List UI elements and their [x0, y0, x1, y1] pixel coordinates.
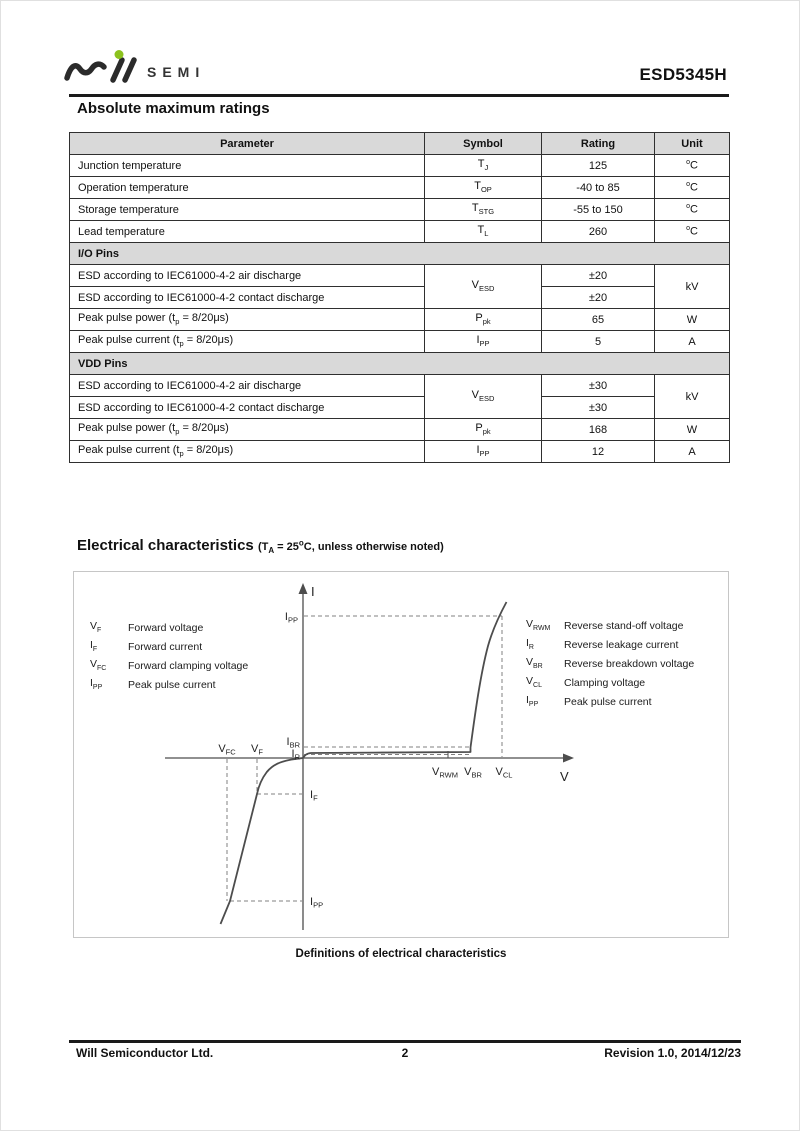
table-row [70, 199, 730, 221]
elec-title [77, 537, 444, 555]
table-cell: $^o$C [655, 177, 730, 199]
table-cell: W [655, 419, 730, 441]
table-cell: 125 [542, 155, 655, 177]
table-cell: A [655, 331, 730, 353]
legend-item: $V_{FC}$ Forward clamping voltage [90, 658, 249, 673]
table-cell: Peak pulse power $(t_p = 8/20\mu s)$ [70, 419, 425, 441]
ipp-bottom-label: $I_{PP}$ [310, 896, 324, 910]
footer-page-number: 2 [401, 1046, 409, 1060]
table-row [70, 265, 730, 287]
table-cell: Lead temperature [70, 221, 425, 243]
table-cell: $T_{STG}$ [425, 199, 542, 221]
column-header: Symbol [425, 133, 542, 155]
table-header-row [70, 133, 730, 155]
table-cell: kV [655, 265, 730, 309]
table-row [70, 309, 730, 331]
v-axis-arrow-icon [563, 754, 574, 763]
table-cell: $V_{ESD}$ [425, 375, 542, 419]
legend-item: $V_F$ Forward voltage [90, 620, 204, 635]
table-row [70, 441, 730, 463]
table-row [70, 155, 730, 177]
vf-label: $V_F$ [251, 743, 263, 757]
table-cell: $P_{pk}$ [425, 419, 542, 441]
table-cell: 65 [542, 309, 655, 331]
table-cell: $T_{OP}$ [425, 177, 542, 199]
legend-item: $V_{CL}$ Clamping voltage [526, 675, 646, 690]
table-row [70, 375, 730, 397]
ipp-top-label: $I_{PP}$ [284, 611, 298, 625]
logo-brand-text: SEMI [147, 64, 206, 80]
ibr-label: $I_{BR}$ [286, 736, 300, 750]
section-header-cell: VDD Pins [70, 353, 730, 375]
table-row [70, 287, 730, 309]
table-header [70, 133, 730, 155]
table-cell: W [655, 309, 730, 331]
table-cell: 168 [542, 419, 655, 441]
legend-reverse [526, 616, 694, 711]
table-row [70, 419, 730, 441]
table-cell: -40 to 85 [542, 177, 655, 199]
legend-item: $I_{PP}$ Peak pulse current [526, 694, 652, 709]
elec-title-text: Electrical characteristics [77, 537, 254, 554]
i-axis-label: I [311, 584, 315, 599]
table-cell: Peak pulse power $(t_p = 8/20\mu s)$ [70, 309, 425, 331]
table-cell: $P_{pk}$ [425, 309, 542, 331]
table-cell: ±30 [542, 375, 655, 397]
table-cell: $^o$C [655, 199, 730, 221]
section-header-cell: I/O Pins [70, 243, 730, 265]
table-row [70, 397, 730, 419]
table-cell: -55 to 150 [542, 199, 655, 221]
table-cell: 5 [542, 331, 655, 353]
figure-caption: Definitions of electrical characteristics [295, 948, 507, 960]
table-row [70, 243, 730, 265]
table-cell: Operation temperature [70, 177, 425, 199]
table-cell: $^o$C [655, 155, 730, 177]
table-body [70, 155, 730, 463]
column-header: Parameter [70, 133, 425, 155]
footer-rule [69, 1040, 741, 1043]
elec-condition: ($T_A = 25^oC$, unless otherwise noted) [257, 538, 444, 556]
table-cell: ESD according to IEC61000-4-2 contact discharge [70, 287, 425, 309]
ir-label: $I_R$ [291, 748, 300, 762]
table-cell: ±20 [542, 287, 655, 309]
table-cell: $V_{ESD}$ [425, 265, 542, 309]
table-cell: Peak pulse current $(t_p = 8/20\mu s)$ [70, 331, 425, 353]
logo-green-dot-icon [115, 50, 124, 59]
table-row [70, 221, 730, 243]
table-cell: ±30 [542, 397, 655, 419]
abs-max-table [69, 132, 730, 463]
footer-revision: Revision 1.0, 2014/12/23 [604, 1046, 741, 1060]
iv-curve [221, 602, 507, 924]
table-cell: $T_J$ [425, 155, 542, 177]
table-row [70, 331, 730, 353]
column-header: Unit [655, 133, 730, 155]
column-header: Rating [542, 133, 655, 155]
table-cell: $^o$C [655, 221, 730, 243]
legend-item: $I_{PP}$ Peak pulse current [90, 677, 216, 692]
legend-item: $V_{RWM}$ Reverse stand-off voltage [526, 618, 684, 633]
table-cell: Junction temperature [70, 155, 425, 177]
table-cell: $T_L$ [425, 221, 542, 243]
table-cell: 12 [542, 441, 655, 463]
table-cell: 260 [542, 221, 655, 243]
header-rule [69, 94, 729, 97]
will-semi-logo [61, 49, 291, 91]
legend-forward [90, 618, 248, 694]
table-cell: $I_{PP}$ [425, 331, 542, 353]
table-cell: $I_{PP}$ [425, 441, 542, 463]
table-row [70, 353, 730, 375]
table-cell: ESD according to IEC61000-4-2 contact discharge [70, 397, 425, 419]
table-cell: ±20 [542, 265, 655, 287]
vfc-label: $V_{FC}$ [218, 743, 236, 757]
logo-wave-icon [67, 60, 134, 80]
table-cell: A [655, 441, 730, 463]
iv-curve-figure [73, 571, 729, 938]
legend-item: $I_R$ Reverse leakage current [526, 637, 679, 652]
table-cell: kV [655, 375, 730, 419]
table-row [70, 177, 730, 199]
i-axis-arrow-icon [299, 583, 308, 594]
table-cell: Peak pulse current $(t_p = 8/20\mu s)$ [70, 441, 425, 463]
legend-item: $V_{BR}$ Reverse breakdown voltage [526, 656, 695, 671]
if-label: $I_F$ [310, 789, 318, 803]
v-axis-label: V [560, 769, 569, 784]
footer-company: Will Semiconductor Ltd. [76, 1046, 214, 1060]
vrwm-label: $V_{RWM}$ [432, 766, 458, 780]
vbr-label: $V_{BR}$ [464, 766, 482, 780]
table-cell: ESD according to IEC61000-4-2 air discharge [70, 265, 425, 287]
part-number: ESD5345H [639, 65, 727, 84]
legend-item: $I_F$ Forward current [90, 639, 203, 654]
table-cell: Storage temperature [70, 199, 425, 221]
table-cell: ESD according to IEC61000-4-2 air discharge [70, 375, 425, 397]
vcl-label: $V_{CL}$ [495, 766, 513, 780]
abs-max-title: Absolute maximum ratings [77, 100, 270, 117]
